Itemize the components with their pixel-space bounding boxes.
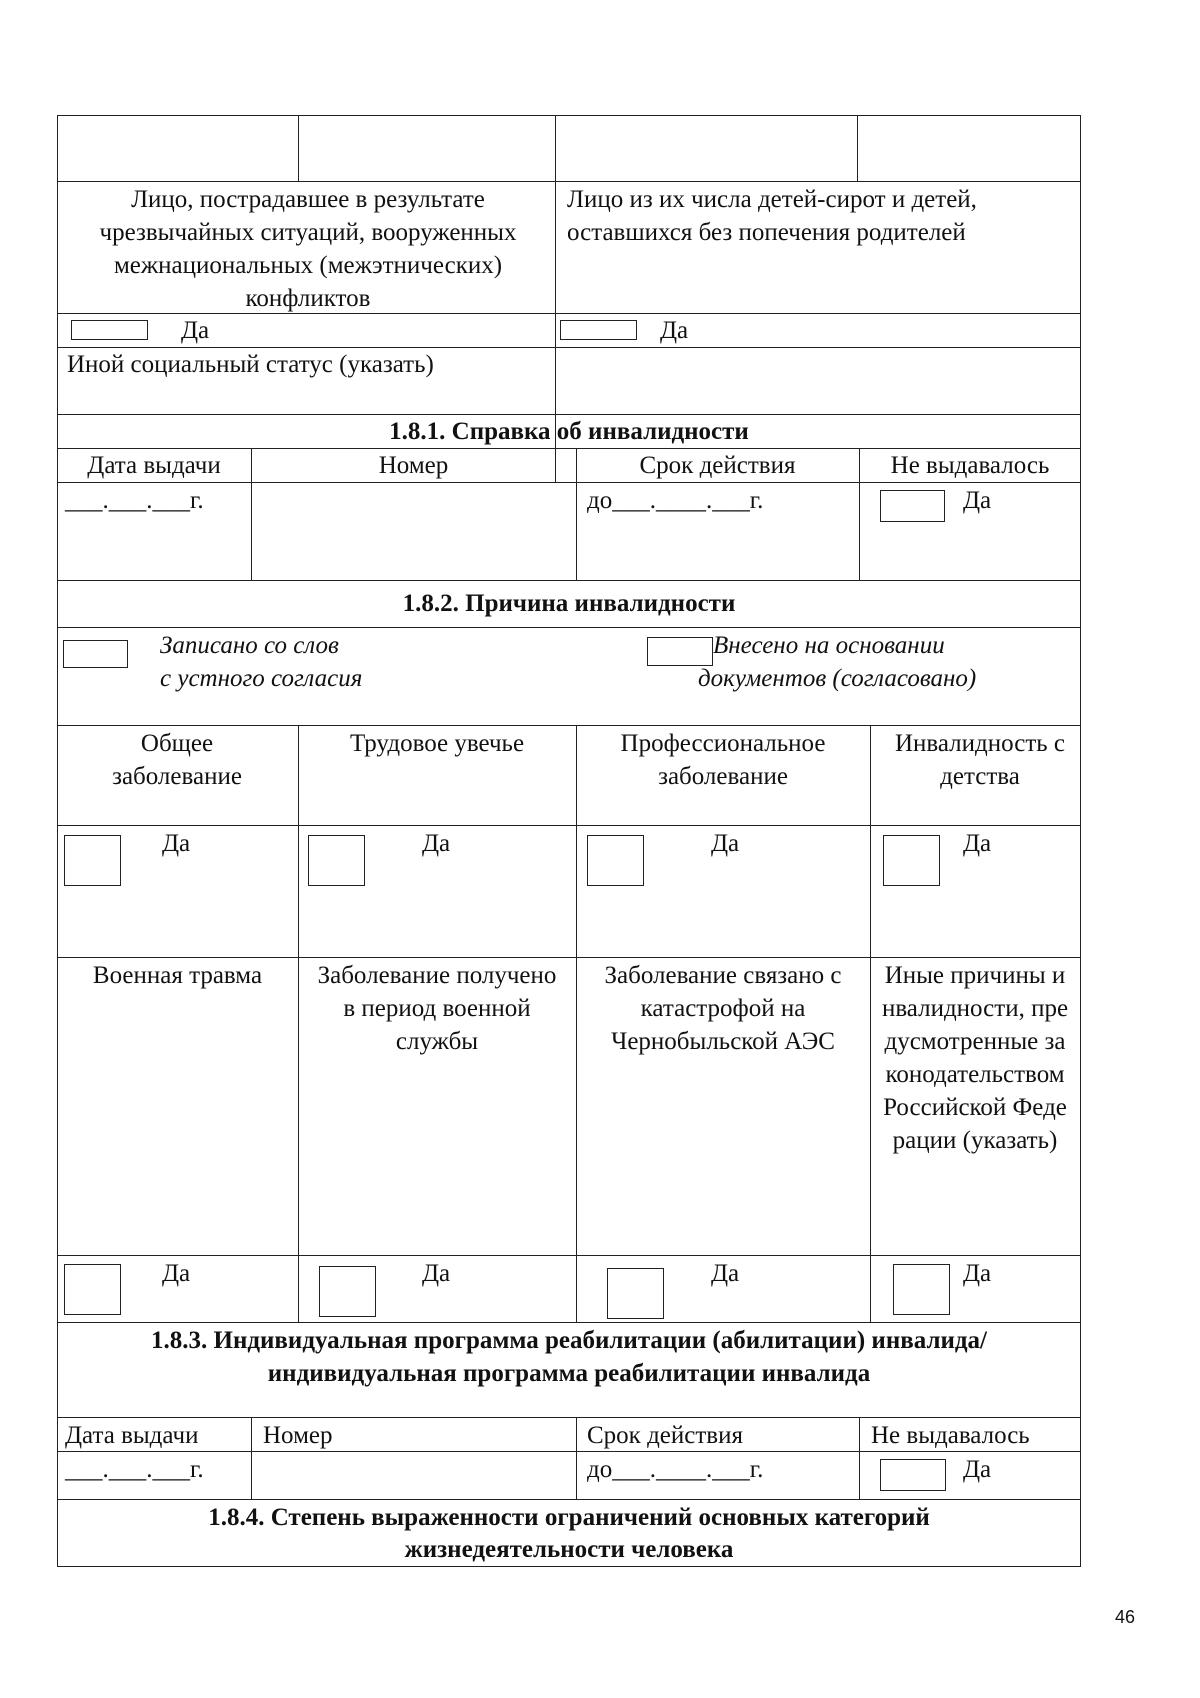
row-divider <box>57 1255 1081 1256</box>
col-divider <box>857 115 858 181</box>
row-divider <box>57 627 1081 628</box>
yes-label: Да <box>660 317 689 344</box>
col-divider <box>251 1417 252 1499</box>
cause-general-disease: Общее заболевание <box>112 730 242 790</box>
chernobyl-disease-checkbox[interactable] <box>607 1268 664 1319</box>
row-divider <box>57 482 1081 483</box>
recorded-from-words-label: Записано со слов <box>160 632 339 659</box>
work-injury-checkbox[interactable] <box>308 835 365 886</box>
row-divider <box>57 725 1081 726</box>
section-184-title-line2: жизнедеятельности человека <box>404 1536 734 1563</box>
yes-label: Да <box>162 1260 191 1287</box>
yes-label: Да <box>963 1456 992 1483</box>
issue-date-header: Дата выдачи <box>87 452 221 479</box>
military-injury-checkbox[interactable] <box>64 1264 121 1315</box>
childhood-disability-checkbox[interactable] <box>883 835 940 886</box>
row-divider <box>57 1322 1081 1323</box>
col-divider <box>298 115 299 181</box>
yes-label: Да <box>422 830 451 857</box>
other-status-label: Иной социальный статус (указать) <box>67 351 434 378</box>
yes-label: Да <box>711 1260 740 1287</box>
other-reasons-checkbox[interactable] <box>893 1264 950 1315</box>
row-divider <box>57 957 1081 958</box>
validity-field[interactable]: до___.____.___г. <box>587 487 764 514</box>
table-border <box>57 1566 1081 1567</box>
orphan-label: Лицо из их числа детей-сирот и детей, оставшихся без попечения родителей <box>567 186 977 246</box>
yes-label: Да <box>162 830 191 857</box>
cause-military-injury: Военная травма <box>92 962 263 989</box>
validity-header: Срок действия <box>639 452 796 479</box>
cause-work-injury: Трудовое увечье <box>349 730 525 757</box>
section-184-title-line1: 1.8.4. Степень выраженности ограничений основных категорий <box>208 1504 930 1531</box>
documents-agreed-label: документов (согласовано) <box>698 665 977 692</box>
yes-label: Да <box>963 487 992 514</box>
not-issued-checkbox[interactable] <box>880 490 945 522</box>
issue-date-field[interactable]: ___.___.___г. <box>65 1456 204 1483</box>
emergency-victim-label: Лицо, пострадавшее в результате чрезвычайных ситуаций, вооруженных межнациональных (межэтнических) конфликтов <box>99 186 517 312</box>
number-header: Номер <box>263 1422 333 1449</box>
emergency-victim-checkbox[interactable] <box>71 320 148 340</box>
col-divider <box>576 1417 577 1499</box>
not-issued-checkbox[interactable] <box>880 1459 946 1491</box>
page-number: 46 <box>1115 1607 1136 1627</box>
section-182-title: 1.8.2. Причина инвалидности <box>402 590 736 617</box>
issue-date-field[interactable]: ___.___.___г. <box>65 487 204 514</box>
oral-consent-label: с устного согласия <box>160 665 363 692</box>
col-divider <box>859 1417 860 1499</box>
validity-header: Срок действия <box>587 1422 743 1449</box>
col-divider <box>576 725 577 1322</box>
not-issued-header: Не выдавалось <box>890 452 1050 479</box>
section-183-title-line1: 1.8.3. Индивидуальная программа реабилитации (абилитации) инвалида/ <box>151 1327 987 1354</box>
military-service-disease-checkbox[interactable] <box>319 1266 376 1317</box>
not-issued-header: Не выдавалось <box>871 1422 1030 1449</box>
col-divider <box>870 725 871 1322</box>
yes-label: Да <box>963 830 992 857</box>
section-181-title: 1.8.1. Справка об инвалидности <box>389 418 749 445</box>
section-183-title-line2: индивидуальная программа реабилитации инвалида <box>267 1360 871 1387</box>
cause-occupational-disease: Профессиональное заболевание <box>620 730 826 790</box>
row-divider <box>57 1499 1081 1500</box>
cause-chernobyl-disease: Заболевание связано с катастрофой на Чернобыльской АЭС <box>604 962 842 1055</box>
form-page <box>57 115 1081 1567</box>
entered-from-documents-label: Внесено на основании <box>713 632 945 659</box>
general-disease-checkbox[interactable] <box>64 835 121 886</box>
validity-field[interactable]: до___.____.___г. <box>587 1456 764 1483</box>
yes-label: Да <box>963 1260 992 1287</box>
row-divider <box>57 1417 1081 1418</box>
row-divider <box>57 580 1081 581</box>
recorded-from-words-checkbox[interactable] <box>63 640 128 668</box>
cause-childhood-disability: Инвалидность с детства <box>894 730 1066 790</box>
table-border <box>57 115 1081 116</box>
row-divider <box>57 181 1081 182</box>
issue-date-header: Дата выдачи <box>65 1422 199 1449</box>
col-divider <box>298 725 299 1322</box>
row-divider <box>57 825 1081 826</box>
number-header: Номер <box>378 452 449 479</box>
yes-label: Да <box>711 830 740 857</box>
orphan-checkbox[interactable] <box>560 320 637 340</box>
cause-other-reasons: Иные причины инвалидности, предусмотренные законодательством Российской Федерации (указать) <box>881 962 1069 1154</box>
cause-military-service-disease: Заболевание получено в период военной службы <box>317 962 557 1055</box>
yes-label: Да <box>422 1260 451 1287</box>
occupational-disease-checkbox[interactable] <box>587 835 644 886</box>
yes-label: Да <box>181 317 210 344</box>
